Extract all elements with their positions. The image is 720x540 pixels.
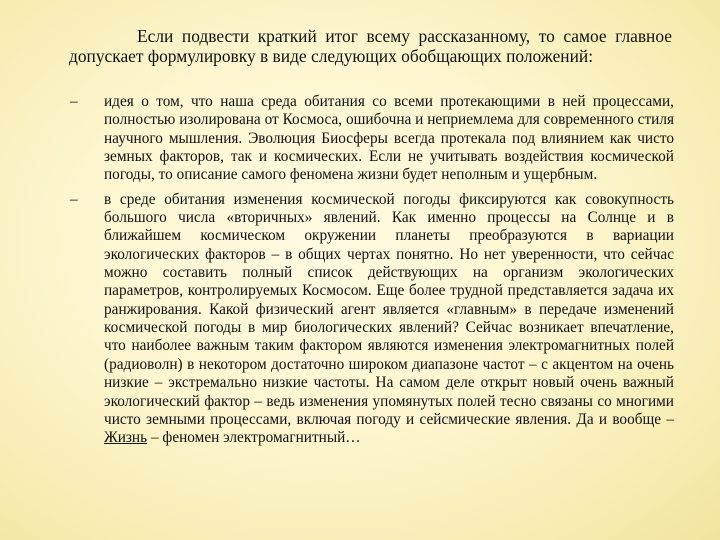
list-item <box>70 191 674 448</box>
list-item <box>70 93 674 185</box>
bullet-list <box>70 93 674 454</box>
list-item-text: в среде обитания изменения космической погоды фиксируются как совокупность большого числа «вторичных» явлений. Как именно процессы на Солнце и в ближайшем космическом окружении планеты преобразуются в вариации экологических факторов – в общих чертах понятно. Но нет уверенности, что сейчас можно составить полный список действующих на организм экологических параметров, контролируемых Космосом. Еще более трудной представляется задача их ранжирования. Какой физический агент является «главным» в передаче изменений космической погоды в мир биологических явлений? Сейчас возникает впечатление, что наиболее важным таким фактором являются изменения электромагнитных полей (радиоволн) в некотором достаточно широком диапазоне частот – с акцентом на очень низкие – экстремально низкие частоты. На самом деле открыт новый очень важный экологический фактор – ведь изменения упомянутых полей тесно связаны со многими чисто земными процессами, включая погоду и сейсмические явления. Да и вообще – <box>104 190 674 428</box>
list-item-tail: – феномен электромагнитный… <box>150 429 361 447</box>
dash-marker: – <box>70 93 78 110</box>
underlined-word: Жизнь <box>104 429 148 447</box>
intro-paragraph: Если подвести краткий итог всему рассказанному, то самое главное допускает формулировку в виде следующих обобщающих положений: <box>69 26 672 66</box>
dash-marker: – <box>70 190 78 208</box>
list-item-text: идея о том, что наша среда обитания со всеми протекающими в ней процессами, полностью изолирована от Космоса, ошибочна и неприемлема для современного стиля научного мышления. Эволюция Биосферы всегда протекала под влиянием как чисто земных факторов, так и космических. Если не учитывать воздействия космической погоды, то описание самого феномена жизни будет неполным и ущербным. <box>104 93 674 184</box>
